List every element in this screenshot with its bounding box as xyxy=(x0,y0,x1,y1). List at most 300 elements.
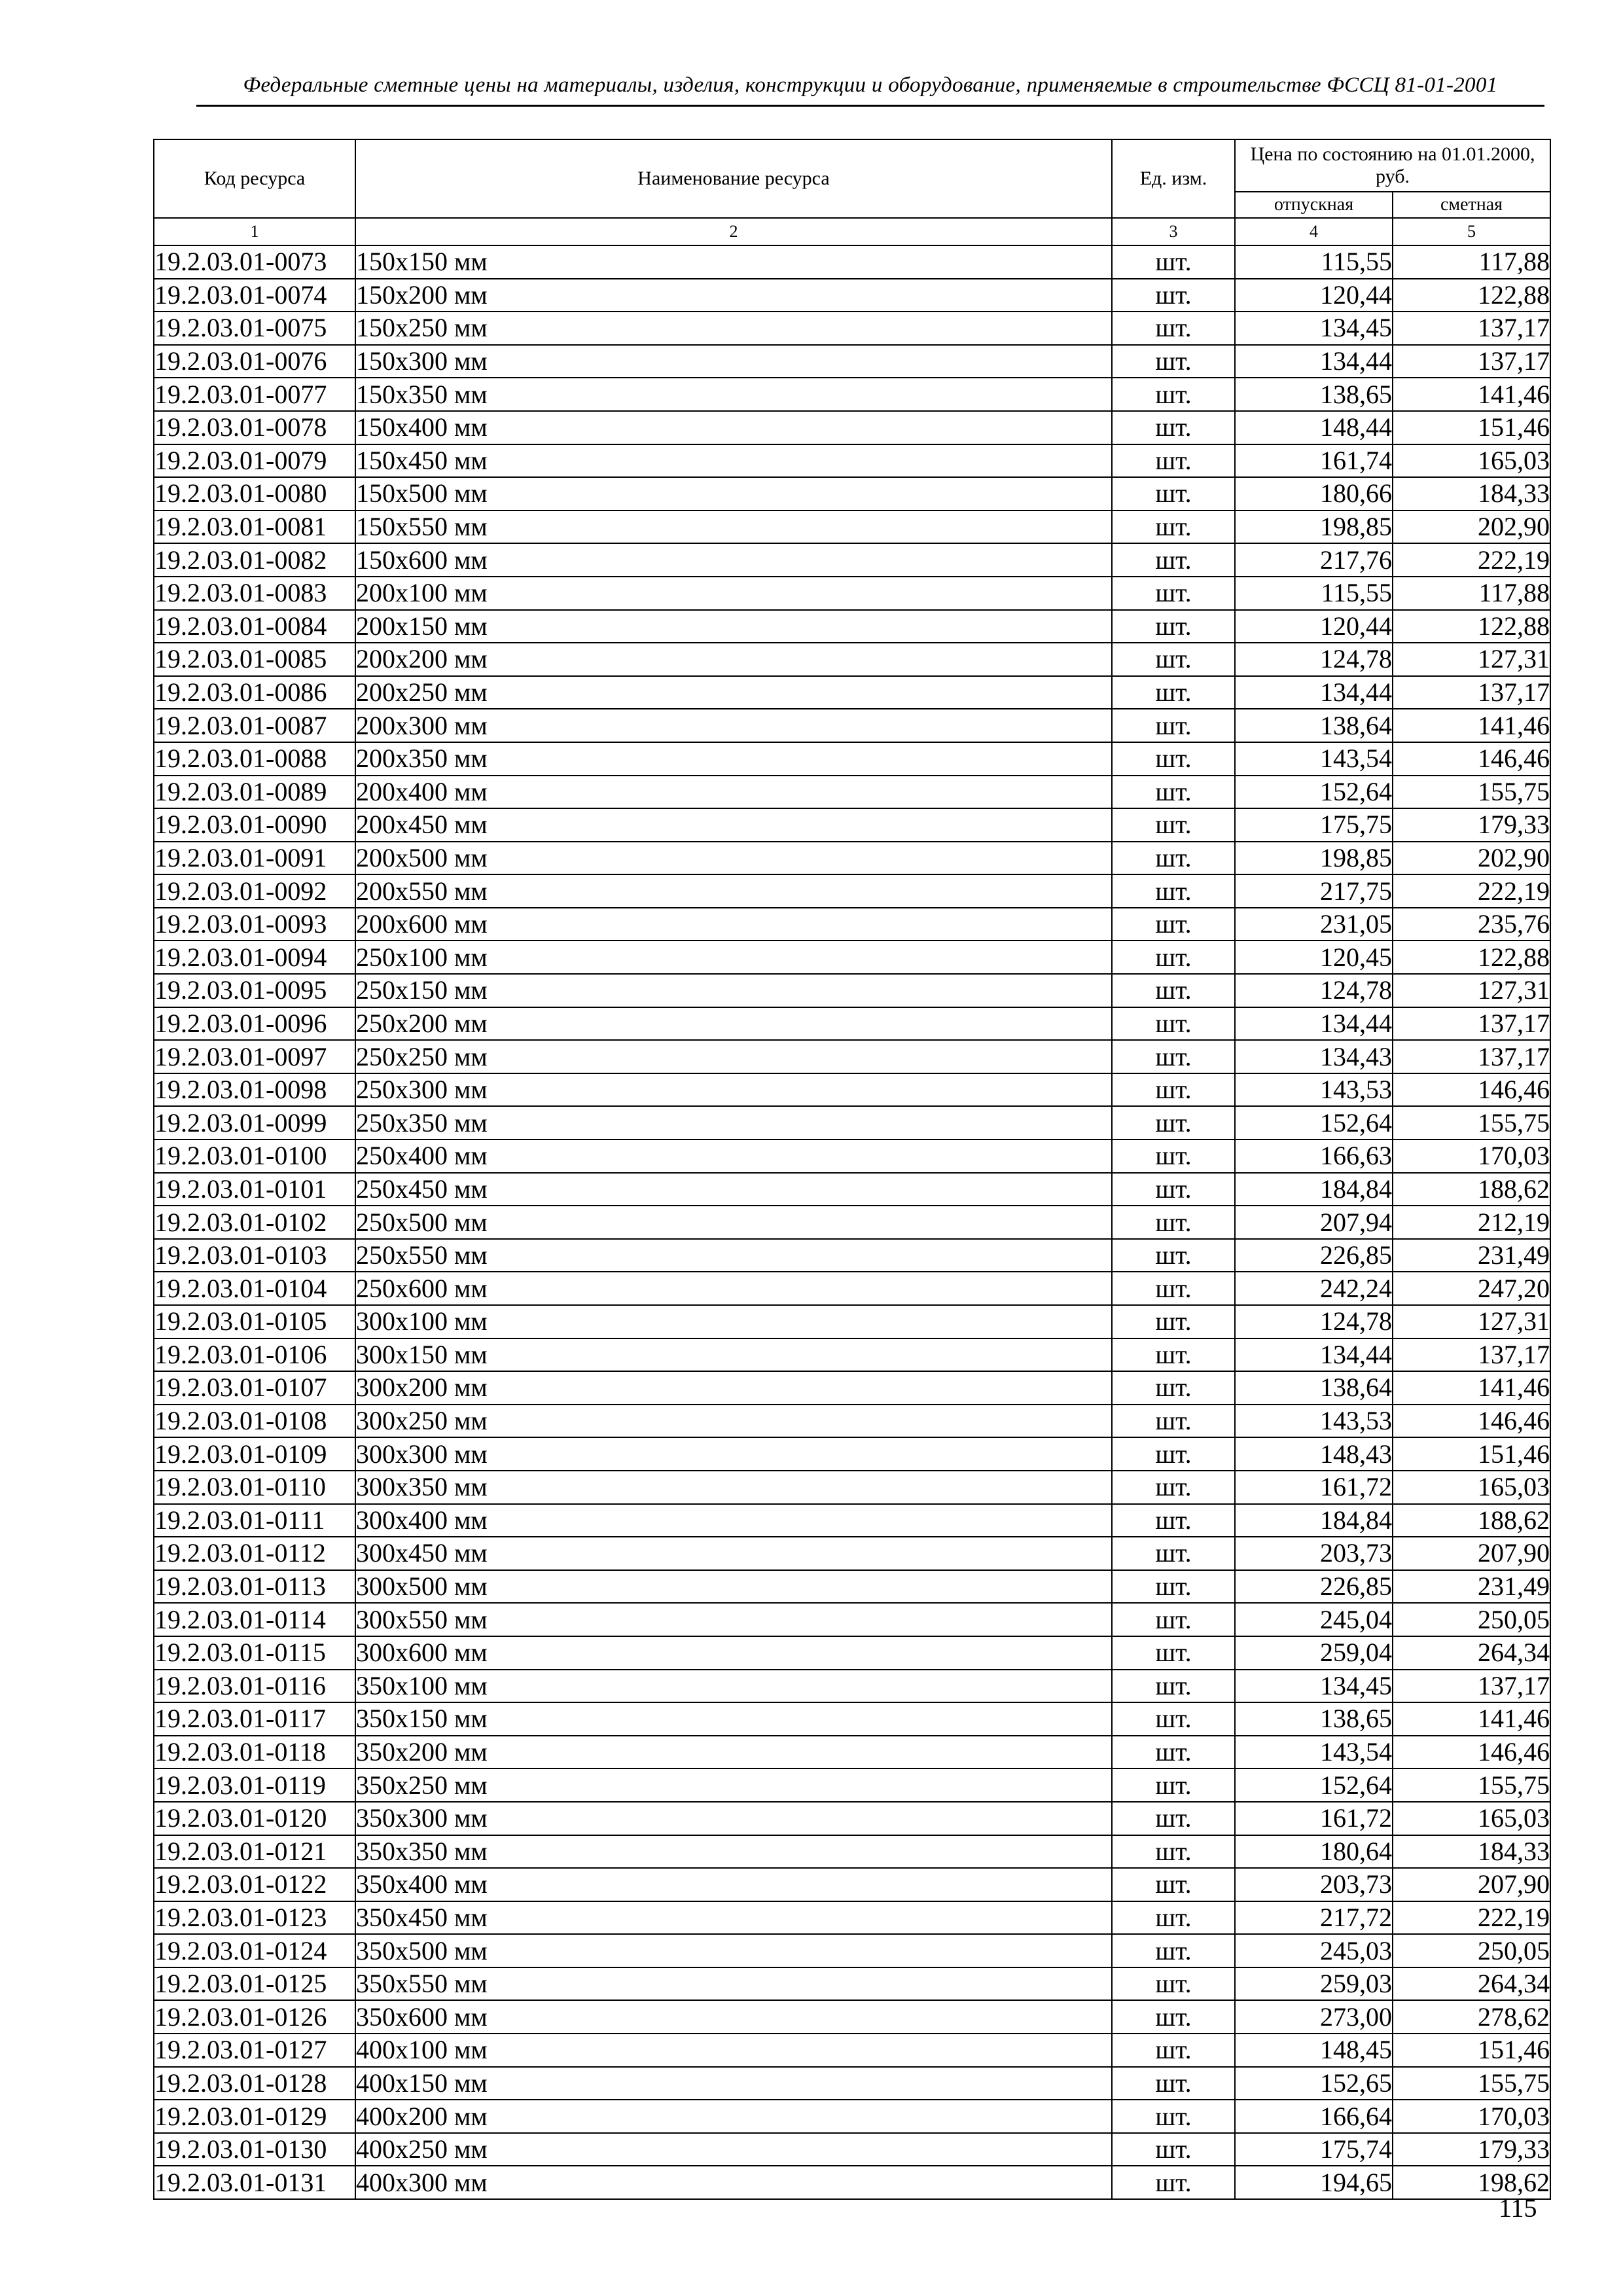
unit-of-measure: шт. xyxy=(1112,1305,1235,1338)
estimate-price: 141,46 xyxy=(1393,378,1550,411)
estimate-price: 165,03 xyxy=(1393,1802,1550,1835)
estimate-price: 155,75 xyxy=(1393,1768,1550,1802)
unit-of-measure: шт. xyxy=(1112,1603,1235,1636)
unit-of-measure: шт. xyxy=(1112,477,1235,511)
header-code: Код ресурса xyxy=(154,139,355,218)
resource-code: 19.2.03.01-0123 xyxy=(154,1901,355,1935)
release-price: 259,04 xyxy=(1235,1636,1393,1670)
table-row xyxy=(154,279,1550,312)
resource-name: 200x600 мм xyxy=(355,908,1112,941)
release-price: 134,45 xyxy=(1235,312,1393,345)
resource-code: 19.2.03.01-0108 xyxy=(154,1405,355,1438)
release-price: 120,44 xyxy=(1235,610,1393,643)
release-price: 194,65 xyxy=(1235,2166,1393,2199)
resource-name: 300x400 мм xyxy=(355,1504,1112,1537)
table-row xyxy=(154,2000,1550,2034)
resource-code: 19.2.03.01-0092 xyxy=(154,874,355,908)
resource-name: 300x350 мм xyxy=(355,1471,1112,1504)
resource-code: 19.2.03.01-0075 xyxy=(154,312,355,345)
resource-code: 19.2.03.01-0116 xyxy=(154,1670,355,1703)
table-row xyxy=(154,974,1550,1007)
header-name: Наименование ресурса xyxy=(355,139,1112,218)
estimate-price: 155,75 xyxy=(1393,776,1550,809)
release-price: 180,66 xyxy=(1235,477,1393,511)
unit-of-measure: шт. xyxy=(1112,610,1235,643)
resource-code: 19.2.03.01-0094 xyxy=(154,941,355,974)
release-price: 217,72 xyxy=(1235,1901,1393,1935)
resource-name: 350x150 мм xyxy=(355,1702,1112,1736)
table-row xyxy=(154,1967,1550,2001)
release-price: 203,73 xyxy=(1235,1537,1393,1570)
table-row xyxy=(154,1802,1550,1835)
resource-code: 19.2.03.01-0084 xyxy=(154,610,355,643)
estimate-price: 137,17 xyxy=(1393,1338,1550,1372)
table-row xyxy=(154,1040,1550,1073)
table-row xyxy=(154,2034,1550,2067)
release-price: 152,65 xyxy=(1235,2067,1393,2100)
resource-code: 19.2.03.01-0105 xyxy=(154,1305,355,1338)
table-row xyxy=(154,709,1550,742)
resource-code: 19.2.03.01-0101 xyxy=(154,1173,355,1206)
resource-name: 250x500 мм xyxy=(355,1206,1112,1239)
resource-name: 300x550 мм xyxy=(355,1603,1112,1636)
unit-of-measure: шт. xyxy=(1112,1537,1235,1570)
table-row xyxy=(154,1670,1550,1703)
estimate-price: 247,20 xyxy=(1393,1272,1550,1305)
table-row xyxy=(154,2100,1550,2133)
table-row xyxy=(154,1636,1550,1670)
unit-of-measure: шт. xyxy=(1112,1835,1235,1869)
estimate-price: 155,75 xyxy=(1393,2067,1550,2100)
release-price: 134,44 xyxy=(1235,676,1393,709)
resource-name: 400x150 мм xyxy=(355,2067,1112,2100)
resource-name: 300x500 мм xyxy=(355,1570,1112,1604)
release-price: 184,84 xyxy=(1235,1173,1393,1206)
release-price: 226,85 xyxy=(1235,1239,1393,1272)
resource-code: 19.2.03.01-0077 xyxy=(154,378,355,411)
unit-of-measure: шт. xyxy=(1112,245,1235,279)
resource-code: 19.2.03.01-0080 xyxy=(154,477,355,511)
unit-of-measure: шт. xyxy=(1112,279,1235,312)
resource-code: 19.2.03.01-0112 xyxy=(154,1537,355,1570)
table-row xyxy=(154,1504,1550,1537)
table-row xyxy=(154,676,1550,709)
resource-name: 300x100 мм xyxy=(355,1305,1112,1338)
unit-of-measure: шт. xyxy=(1112,1967,1235,2001)
release-price: 115,55 xyxy=(1235,245,1393,279)
estimate-price: 127,31 xyxy=(1393,643,1550,676)
resource-code: 19.2.03.01-0088 xyxy=(154,742,355,776)
estimate-price: 146,46 xyxy=(1393,1736,1550,1769)
estimate-price: 127,31 xyxy=(1393,1305,1550,1338)
resource-name: 400x250 мм xyxy=(355,2133,1112,2166)
resource-code: 19.2.03.01-0085 xyxy=(154,643,355,676)
resource-name: 300x150 мм xyxy=(355,1338,1112,1372)
unit-of-measure: шт. xyxy=(1112,1670,1235,1703)
estimate-price: 222,19 xyxy=(1393,874,1550,908)
column-number: 1 xyxy=(154,218,355,245)
resource-name: 200x400 мм xyxy=(355,776,1112,809)
table-row xyxy=(154,742,1550,776)
estimate-price: 179,33 xyxy=(1393,2133,1550,2166)
resource-code: 19.2.03.01-0089 xyxy=(154,776,355,809)
unit-of-measure: шт. xyxy=(1112,808,1235,842)
resource-name: 400x200 мм xyxy=(355,2100,1112,2133)
table-row xyxy=(154,1736,1550,1769)
resource-name: 350x450 мм xyxy=(355,1901,1112,1935)
resource-name: 200x350 мм xyxy=(355,742,1112,776)
table-row xyxy=(154,511,1550,544)
estimate-price: 137,17 xyxy=(1393,1040,1550,1073)
resource-code: 19.2.03.01-0078 xyxy=(154,411,355,444)
release-price: 138,65 xyxy=(1235,378,1393,411)
table-row xyxy=(154,245,1550,279)
resource-code: 19.2.03.01-0115 xyxy=(154,1636,355,1670)
release-price: 134,44 xyxy=(1235,1007,1393,1041)
resource-code: 19.2.03.01-0073 xyxy=(154,245,355,279)
release-price: 148,44 xyxy=(1235,411,1393,444)
table-row xyxy=(154,2133,1550,2166)
estimate-price: 179,33 xyxy=(1393,808,1550,842)
resource-name: 300x250 мм xyxy=(355,1405,1112,1438)
unit-of-measure: шт. xyxy=(1112,1007,1235,1041)
unit-of-measure: шт. xyxy=(1112,411,1235,444)
table-row xyxy=(154,345,1550,378)
table-row xyxy=(154,2166,1550,2199)
estimate-price: 146,46 xyxy=(1393,742,1550,776)
resource-name: 150x400 мм xyxy=(355,411,1112,444)
unit-of-measure: шт. xyxy=(1112,908,1235,941)
resource-name: 150x450 мм xyxy=(355,444,1112,478)
resource-name: 250x200 мм xyxy=(355,1007,1112,1041)
table-row xyxy=(154,908,1550,941)
release-price: 175,74 xyxy=(1235,2133,1393,2166)
table-body xyxy=(154,245,1550,2199)
resource-code: 19.2.03.01-0111 xyxy=(154,1504,355,1537)
resource-code: 19.2.03.01-0114 xyxy=(154,1603,355,1636)
unit-of-measure: шт. xyxy=(1112,1802,1235,1835)
release-price: 115,55 xyxy=(1235,577,1393,610)
unit-of-measure: шт. xyxy=(1112,1934,1235,1967)
resource-name: 350x500 мм xyxy=(355,1934,1112,1967)
release-price: 161,72 xyxy=(1235,1802,1393,1835)
resource-code: 19.2.03.01-0099 xyxy=(154,1106,355,1139)
resource-name: 200x450 мм xyxy=(355,808,1112,842)
estimate-price: 212,19 xyxy=(1393,1206,1550,1239)
estimate-price: 264,34 xyxy=(1393,1967,1550,2001)
table-row xyxy=(154,1239,1550,1272)
resource-name: 200x500 мм xyxy=(355,842,1112,875)
resource-name: 250x400 мм xyxy=(355,1139,1112,1173)
unit-of-measure: шт. xyxy=(1112,676,1235,709)
estimate-price: 250,05 xyxy=(1393,1603,1550,1636)
release-price: 138,65 xyxy=(1235,1702,1393,1736)
release-price: 120,44 xyxy=(1235,279,1393,312)
resource-code: 19.2.03.01-0076 xyxy=(154,345,355,378)
column-number-row xyxy=(154,218,1550,245)
unit-of-measure: шт. xyxy=(1112,742,1235,776)
resource-name: 200x150 мм xyxy=(355,610,1112,643)
table-row xyxy=(154,2067,1550,2100)
column-number: 2 xyxy=(355,218,1112,245)
unit-of-measure: шт. xyxy=(1112,1702,1235,1736)
release-price: 245,03 xyxy=(1235,1934,1393,1967)
resource-name: 350x250 мм xyxy=(355,1768,1112,1802)
table-row xyxy=(154,776,1550,809)
unit-of-measure: шт. xyxy=(1112,1768,1235,1802)
release-price: 259,03 xyxy=(1235,1967,1393,2001)
resource-name: 350x600 мм xyxy=(355,2000,1112,2034)
estimate-price: 137,17 xyxy=(1393,1670,1550,1703)
header-price: Цена по состоянию на 01.01.2000, руб. xyxy=(1235,139,1550,192)
release-price: 273,00 xyxy=(1235,2000,1393,2034)
resource-code: 19.2.03.01-0097 xyxy=(154,1040,355,1073)
resource-code: 19.2.03.01-0098 xyxy=(154,1073,355,1107)
resource-code: 19.2.03.01-0095 xyxy=(154,974,355,1007)
release-price: 143,53 xyxy=(1235,1405,1393,1438)
resource-code: 19.2.03.01-0090 xyxy=(154,808,355,842)
resource-code: 19.2.03.01-0104 xyxy=(154,1272,355,1305)
table-row xyxy=(154,1007,1550,1041)
resource-name: 350x200 мм xyxy=(355,1736,1112,1769)
resource-name: 350x400 мм xyxy=(355,1868,1112,1901)
column-number: 3 xyxy=(1112,218,1235,245)
release-price: 245,04 xyxy=(1235,1603,1393,1636)
release-price: 226,85 xyxy=(1235,1570,1393,1604)
unit-of-measure: шт. xyxy=(1112,1437,1235,1471)
estimate-price: 198,62 xyxy=(1393,2166,1550,2199)
release-price: 148,45 xyxy=(1235,2034,1393,2067)
unit-of-measure: шт. xyxy=(1112,974,1235,1007)
table-row xyxy=(154,1405,1550,1438)
unit-of-measure: шт. xyxy=(1112,1338,1235,1372)
unit-of-measure: шт. xyxy=(1112,2166,1235,2199)
release-price: 207,94 xyxy=(1235,1206,1393,1239)
resource-code: 19.2.03.01-0121 xyxy=(154,1835,355,1869)
resource-code: 19.2.03.01-0113 xyxy=(154,1570,355,1604)
estimate-price: 146,46 xyxy=(1393,1405,1550,1438)
unit-of-measure: шт. xyxy=(1112,1173,1235,1206)
estimate-price: 155,75 xyxy=(1393,1106,1550,1139)
table-row xyxy=(154,1073,1550,1107)
table-row xyxy=(154,1139,1550,1173)
unit-of-measure: шт. xyxy=(1112,312,1235,345)
resource-name: 150x150 мм xyxy=(355,245,1112,279)
estimate-price: 137,17 xyxy=(1393,1007,1550,1041)
estimate-price: 202,90 xyxy=(1393,511,1550,544)
estimate-price: 235,76 xyxy=(1393,908,1550,941)
resource-name: 150x350 мм xyxy=(355,378,1112,411)
release-price: 161,74 xyxy=(1235,444,1393,478)
resource-name: 250x150 мм xyxy=(355,974,1112,1007)
estimate-price: 231,49 xyxy=(1393,1239,1550,1272)
unit-of-measure: шт. xyxy=(1112,1239,1235,1272)
table-row xyxy=(154,312,1550,345)
table-row xyxy=(154,1173,1550,1206)
unit-of-measure: шт. xyxy=(1112,2067,1235,2100)
resource-name: 300x200 мм xyxy=(355,1371,1112,1405)
resource-name: 200x200 мм xyxy=(355,643,1112,676)
resource-name: 150x200 мм xyxy=(355,279,1112,312)
table-row xyxy=(154,1702,1550,1736)
unit-of-measure: шт. xyxy=(1112,2133,1235,2166)
resource-code: 19.2.03.01-0109 xyxy=(154,1437,355,1471)
release-price: 198,85 xyxy=(1235,511,1393,544)
release-price: 143,53 xyxy=(1235,1073,1393,1107)
release-price: 134,44 xyxy=(1235,1338,1393,1372)
resource-code: 19.2.03.01-0093 xyxy=(154,908,355,941)
resource-code: 19.2.03.01-0130 xyxy=(154,2133,355,2166)
unit-of-measure: шт. xyxy=(1112,1636,1235,1670)
release-price: 166,64 xyxy=(1235,2100,1393,2133)
resource-name: 250x100 мм xyxy=(355,941,1112,974)
estimate-price: 184,33 xyxy=(1393,477,1550,511)
resource-name: 150x300 мм xyxy=(355,345,1112,378)
page-header-title: Федеральные сметные цены на материалы, изделия, конструкции и оборудование, применяемые в строительстве ФССЦ 81-01-2001 xyxy=(243,73,1498,97)
resource-price-table xyxy=(153,139,1551,2200)
unit-of-measure: шт. xyxy=(1112,776,1235,809)
release-price: 134,44 xyxy=(1235,345,1393,378)
unit-of-measure: шт. xyxy=(1112,543,1235,577)
estimate-price: 137,17 xyxy=(1393,345,1550,378)
unit-of-measure: шт. xyxy=(1112,1206,1235,1239)
estimate-price: 170,03 xyxy=(1393,1139,1550,1173)
unit-of-measure: шт. xyxy=(1112,1736,1235,1769)
table-row xyxy=(154,1603,1550,1636)
unit-of-measure: шт. xyxy=(1112,1139,1235,1173)
table-row xyxy=(154,1471,1550,1504)
estimate-price: 117,88 xyxy=(1393,577,1550,610)
estimate-price: 141,46 xyxy=(1393,1702,1550,1736)
resource-name: 200x300 мм xyxy=(355,709,1112,742)
unit-of-measure: шт. xyxy=(1112,511,1235,544)
table-row xyxy=(154,477,1550,511)
unit-of-measure: шт. xyxy=(1112,643,1235,676)
table-row xyxy=(154,1768,1550,1802)
estimate-price: 151,46 xyxy=(1393,1437,1550,1471)
resource-name: 300x450 мм xyxy=(355,1537,1112,1570)
release-price: 134,43 xyxy=(1235,1040,1393,1073)
table-row xyxy=(154,577,1550,610)
resource-code: 19.2.03.01-0127 xyxy=(154,2034,355,2067)
table-row xyxy=(154,1206,1550,1239)
release-price: 152,64 xyxy=(1235,1768,1393,1802)
release-price: 138,64 xyxy=(1235,1371,1393,1405)
resource-code: 19.2.03.01-0086 xyxy=(154,676,355,709)
resource-name: 250x250 мм xyxy=(355,1040,1112,1073)
column-number: 5 xyxy=(1393,218,1550,245)
resource-code: 19.2.03.01-0120 xyxy=(154,1802,355,1835)
estimate-price: 202,90 xyxy=(1393,842,1550,875)
release-price: 203,73 xyxy=(1235,1868,1393,1901)
resource-name: 200x250 мм xyxy=(355,676,1112,709)
unit-of-measure: шт. xyxy=(1112,1371,1235,1405)
resource-code: 19.2.03.01-0091 xyxy=(154,842,355,875)
resource-name: 250x600 мм xyxy=(355,1272,1112,1305)
resource-name: 150x550 мм xyxy=(355,511,1112,544)
estimate-price: 170,03 xyxy=(1393,2100,1550,2133)
resource-code: 19.2.03.01-0106 xyxy=(154,1338,355,1372)
release-price: 134,45 xyxy=(1235,1670,1393,1703)
unit-of-measure: шт. xyxy=(1112,345,1235,378)
release-price: 231,05 xyxy=(1235,908,1393,941)
table-row xyxy=(154,444,1550,478)
unit-of-measure: шт. xyxy=(1112,941,1235,974)
table-row xyxy=(154,543,1550,577)
resource-name: 150x600 мм xyxy=(355,543,1112,577)
table-row xyxy=(154,1537,1550,1570)
estimate-price: 122,88 xyxy=(1393,610,1550,643)
table-row xyxy=(154,874,1550,908)
resource-code: 19.2.03.01-0083 xyxy=(154,577,355,610)
resource-code: 19.2.03.01-0087 xyxy=(154,709,355,742)
unit-of-measure: шт. xyxy=(1112,1272,1235,1305)
resource-name: 400x100 мм xyxy=(355,2034,1112,2067)
table-row xyxy=(154,1437,1550,1471)
resource-code: 19.2.03.01-0117 xyxy=(154,1702,355,1736)
release-price: 198,85 xyxy=(1235,842,1393,875)
table-row xyxy=(154,842,1550,875)
release-price: 124,78 xyxy=(1235,974,1393,1007)
unit-of-measure: шт. xyxy=(1112,2100,1235,2133)
resource-code: 19.2.03.01-0128 xyxy=(154,2067,355,2100)
table-row xyxy=(154,1106,1550,1139)
unit-of-measure: шт. xyxy=(1112,1901,1235,1935)
unit-of-measure: шт. xyxy=(1112,1570,1235,1604)
resource-code: 19.2.03.01-0122 xyxy=(154,1868,355,1901)
resource-name: 400x300 мм xyxy=(355,2166,1112,2199)
resource-code: 19.2.03.01-0082 xyxy=(154,543,355,577)
resource-code: 19.2.03.01-0081 xyxy=(154,511,355,544)
resource-code: 19.2.03.01-0100 xyxy=(154,1139,355,1173)
table-row xyxy=(154,1868,1550,1901)
release-price: 138,64 xyxy=(1235,709,1393,742)
estimate-price: 117,88 xyxy=(1393,245,1550,279)
table-row xyxy=(154,1371,1550,1405)
resource-code: 19.2.03.01-0107 xyxy=(154,1371,355,1405)
resource-name: 250x450 мм xyxy=(355,1173,1112,1206)
header-release-price: отпускная xyxy=(1235,192,1393,218)
unit-of-measure: шт. xyxy=(1112,1405,1235,1438)
header-rule xyxy=(196,105,1544,107)
release-price: 143,54 xyxy=(1235,742,1393,776)
estimate-price: 165,03 xyxy=(1393,444,1550,478)
resource-code: 19.2.03.01-0124 xyxy=(154,1934,355,1967)
table-row xyxy=(154,808,1550,842)
resource-name: 250x300 мм xyxy=(355,1073,1112,1107)
resource-name: 250x350 мм xyxy=(355,1106,1112,1139)
table-row xyxy=(154,1272,1550,1305)
release-price: 184,84 xyxy=(1235,1504,1393,1537)
resource-code: 19.2.03.01-0103 xyxy=(154,1239,355,1272)
estimate-price: 141,46 xyxy=(1393,1371,1550,1405)
table-row xyxy=(154,1901,1550,1935)
unit-of-measure: шт. xyxy=(1112,842,1235,875)
page-number: 115 xyxy=(1499,2193,1537,2223)
table-row xyxy=(154,411,1550,444)
estimate-price: 141,46 xyxy=(1393,709,1550,742)
resource-code: 19.2.03.01-0118 xyxy=(154,1736,355,1769)
unit-of-measure: шт. xyxy=(1112,1073,1235,1107)
table-row xyxy=(154,1305,1550,1338)
header-unit: Ед. изм. xyxy=(1112,139,1235,218)
table-row xyxy=(154,378,1550,411)
release-price: 152,64 xyxy=(1235,1106,1393,1139)
resource-name: 200x550 мм xyxy=(355,874,1112,908)
resource-code: 19.2.03.01-0102 xyxy=(154,1206,355,1239)
estimate-price: 122,88 xyxy=(1393,941,1550,974)
table-row xyxy=(154,643,1550,676)
